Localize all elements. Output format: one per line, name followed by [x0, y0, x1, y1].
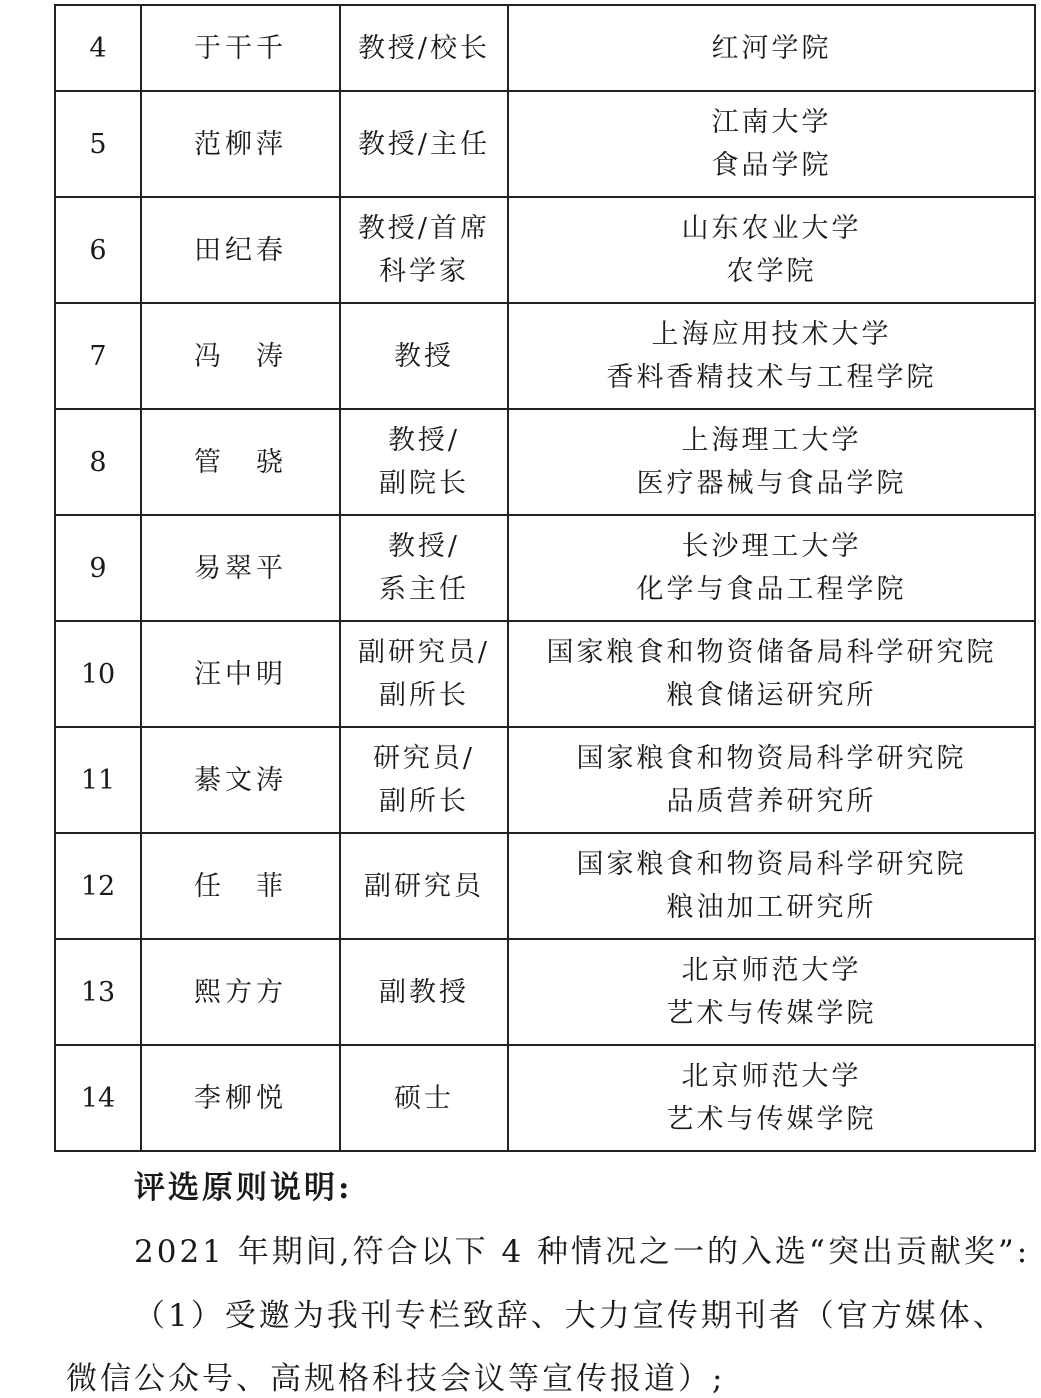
row-number: 9: [55, 515, 141, 621]
table-row: [55, 197, 1035, 303]
person-organization: [508, 1045, 1035, 1151]
person-organization: [508, 197, 1035, 303]
person-title: [340, 727, 508, 833]
person-title-line: 教授/: [387, 531, 461, 562]
table-row: [55, 939, 1035, 1045]
person-organization: [508, 5, 1035, 91]
person-title-line: 教授/校长: [357, 32, 491, 64]
person-title-line: 教授: [394, 340, 454, 372]
table-row: [55, 1045, 1035, 1151]
person-organization: [508, 409, 1035, 515]
person-name: 于干千: [141, 5, 340, 91]
person-title-line: 副所长: [379, 680, 469, 711]
person-title: [340, 515, 508, 621]
person-name: 汪中明: [141, 621, 340, 727]
awardee-table-body: [55, 5, 1035, 1151]
table-row: [55, 5, 1035, 91]
row-number: 4: [55, 5, 141, 91]
person-title: [340, 409, 508, 515]
person-title: [340, 621, 508, 727]
person-organization-line: 江南大学: [711, 107, 832, 138]
person-name: 易翠平: [141, 515, 340, 621]
person-organization-line: 粮食储运研究所: [666, 680, 877, 711]
person-title: [340, 303, 508, 409]
person-organization-line: 食品学院: [711, 150, 832, 181]
row-number: 11: [55, 727, 141, 833]
person-title: [340, 5, 508, 91]
table-row: [55, 409, 1035, 515]
person-organization-line: 国家粮食和物资储备局科学研究院: [546, 637, 997, 668]
table-row: [55, 727, 1035, 833]
person-name: 管 骁: [141, 409, 340, 515]
person-title-line: 研究员/: [372, 743, 476, 774]
row-number: 8: [55, 409, 141, 515]
person-organization-line: 艺术与传媒学院: [666, 1104, 877, 1135]
person-organization-line: 国家粮食和物资局科学研究院: [576, 849, 967, 880]
person-organization-line: 国家粮食和物资局科学研究院: [576, 743, 967, 774]
table-row: [55, 91, 1035, 197]
person-organization-line: 北京师范大学: [681, 1061, 862, 1092]
person-title: [340, 833, 508, 939]
person-title: [340, 197, 508, 303]
person-organization-line: 长沙理工大学: [681, 531, 862, 562]
table-row: [55, 833, 1035, 939]
person-organization: [508, 621, 1035, 727]
person-title-line: 教授/: [387, 425, 461, 456]
person-organization-line: 北京师范大学: [681, 955, 862, 986]
person-organization: [508, 727, 1035, 833]
person-title: [340, 1045, 508, 1151]
person-organization: [508, 515, 1035, 621]
person-organization-line: 农学院: [726, 256, 817, 287]
person-title-line: 副研究员: [364, 870, 484, 902]
person-name: 田纪春: [141, 197, 340, 303]
person-organization-line: 医疗器械与食品学院: [636, 468, 907, 499]
table-row: [55, 303, 1035, 409]
table-row: [55, 515, 1035, 621]
table-row: [55, 621, 1035, 727]
person-organization-line: 品质营养研究所: [666, 786, 877, 817]
person-organization-line: 上海应用技术大学: [651, 319, 892, 350]
person-name: 范柳萍: [141, 91, 340, 197]
person-organization: [508, 939, 1035, 1045]
notes-item-1-line-2: 微信公众号、高规格科技会议等宣传报道）;: [66, 1361, 726, 1397]
person-title-line: 系主任: [379, 574, 469, 605]
person-name: 綦文涛: [141, 727, 340, 833]
person-name: 任 菲: [141, 833, 340, 939]
notes-intro: 2021 年期间,符合以下 4 种情况之一的入选“突出贡献奖”:: [134, 1234, 1031, 1270]
person-title-line: 科学家: [379, 256, 469, 287]
person-title-line: 副教授: [379, 976, 469, 1008]
person-organization-line: 艺术与传媒学院: [666, 998, 877, 1029]
person-organization-line: 化学与食品工程学院: [636, 574, 907, 605]
person-name: 熙方方: [141, 939, 340, 1045]
person-organization-line: 红河学院: [711, 32, 832, 64]
notes-heading: 评选原则说明:: [134, 1170, 353, 1206]
person-title-line: 副院长: [379, 468, 469, 499]
row-number: 13: [55, 939, 141, 1045]
person-title-line: 硕士: [394, 1082, 454, 1114]
person-organization-line: 上海理工大学: [681, 425, 862, 456]
person-title-line: 教授/首席: [357, 213, 491, 244]
person-title-line: 副所长: [379, 786, 469, 817]
person-title: [340, 939, 508, 1045]
person-name: 李柳悦: [141, 1045, 340, 1151]
row-number: 12: [55, 833, 141, 939]
row-number: 14: [55, 1045, 141, 1151]
person-title-line: 副研究员/: [357, 637, 491, 668]
person-organization-line: 香料香精技术与工程学院: [606, 362, 937, 393]
awardee-table: [54, 4, 1036, 1152]
person-organization: [508, 91, 1035, 197]
person-organization: [508, 303, 1035, 409]
notes-item-1-line-1: （1）受邀为我刊专栏致辞、大力宣传期刊者（官方媒体、: [134, 1298, 1007, 1334]
person-name: 冯 涛: [141, 303, 340, 409]
person-organization: [508, 833, 1035, 939]
row-number: 6: [55, 197, 141, 303]
person-title: [340, 91, 508, 197]
person-title-line: 教授/主任: [357, 128, 491, 160]
row-number: 5: [55, 91, 141, 197]
row-number: 10: [55, 621, 141, 727]
row-number: 7: [55, 303, 141, 409]
person-organization-line: 粮油加工研究所: [666, 892, 877, 923]
person-organization-line: 山东农业大学: [681, 213, 862, 244]
